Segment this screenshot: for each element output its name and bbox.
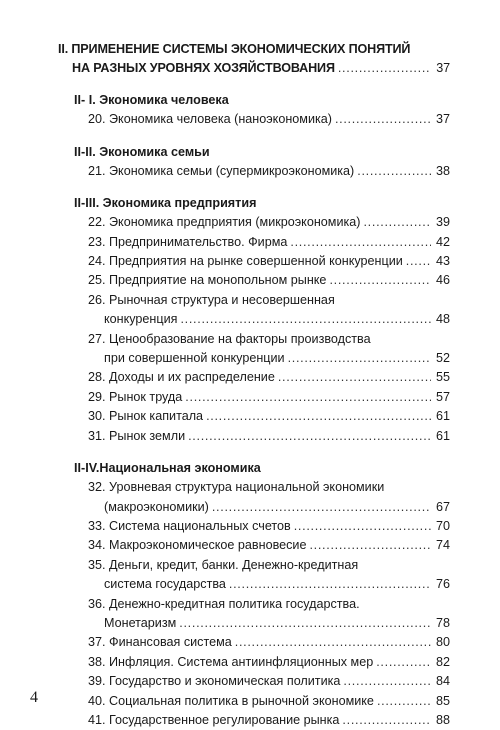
part-title-line2-row: [58, 59, 450, 78]
part-title: [58, 40, 450, 78]
entry-page-number: 85: [435, 693, 450, 708]
entry-page-number: 57: [435, 389, 450, 404]
toc-entry[interactable]: [58, 213, 450, 232]
entry-row: [88, 692, 450, 711]
entry-page-number: 76: [435, 577, 450, 592]
dot-leader: [288, 349, 431, 368]
entry-row: [88, 252, 450, 271]
entry-row: [88, 388, 450, 407]
entry-page-number: 46: [435, 273, 450, 288]
entry-title: 29. Рынок труда: [88, 389, 183, 404]
entry-page-number: 38: [435, 163, 450, 178]
entry-title: 40. Социальная политика в рыночной экономике: [88, 693, 374, 708]
entry-title: 24. Предприятия на рынке совершенной конкуренции: [88, 254, 403, 269]
part-title-line1: II. ПРИМЕНЕНИЕ СИСТЕМЫ ЭКОНОМИЧЕСКИХ ПОНЯТИЙ: [58, 42, 411, 56]
dot-leader: [212, 498, 431, 517]
dot-leader: [180, 310, 431, 329]
dot-leader: [376, 653, 431, 672]
entry-row: [88, 110, 450, 129]
entry-page-number: 61: [435, 428, 450, 443]
entry-row: [88, 368, 450, 387]
sections-list: [58, 90, 450, 730]
page-number: 4: [30, 689, 38, 706]
entry-title: 39. Государство и экономическая политика: [88, 674, 341, 689]
entry-title: 23. Предпринимательство. Фирма: [88, 234, 288, 249]
dot-leader: [335, 110, 431, 129]
dot-leader: [188, 427, 431, 446]
entry-page-number: 70: [435, 518, 450, 533]
toc-section: [58, 458, 450, 730]
dot-leader: [229, 575, 431, 594]
entry-row: [88, 233, 450, 252]
entry-title: 30. Рынок капитала: [88, 409, 204, 424]
entry-title-line1: 36. Денежно-кредитная политика государства.: [88, 596, 360, 611]
entry-title: 22. Экономика предприятия (микроэкономика): [88, 215, 361, 230]
entry-title: 38. Инфляция. Система антиинфляционных мер: [88, 654, 374, 669]
entry-page-number: 43: [435, 254, 450, 269]
toc-entry[interactable]: [58, 291, 450, 330]
entry-row: [88, 614, 450, 633]
toc-section: [58, 142, 450, 181]
dot-leader: [185, 388, 431, 407]
toc-entry[interactable]: [58, 271, 450, 290]
dot-leader: [278, 368, 431, 387]
entry-title: 25. Предприятие на монопольном рынке: [88, 273, 327, 288]
entry-row: [88, 517, 450, 536]
table-of-contents: [58, 40, 450, 730]
dot-leader: [357, 162, 431, 181]
entry-title: 21. Экономика семьи (супермикроэкономика): [88, 163, 355, 178]
toc-entry[interactable]: [58, 595, 450, 634]
toc-entry[interactable]: [58, 692, 450, 711]
entry-page-number: 39: [435, 215, 450, 230]
entry-title: 41. Государственное регулирование рынка: [88, 712, 340, 727]
toc-entry[interactable]: [58, 110, 450, 129]
dot-leader: [342, 711, 431, 730]
dot-leader: [377, 692, 431, 711]
entry-title: 28. Доходы и их распределение: [88, 370, 275, 385]
entry-title: Монетаризм: [104, 615, 177, 630]
toc-entry[interactable]: [58, 672, 450, 691]
toc-section: [58, 90, 450, 129]
part-title-line2: НА РАЗНЫХ УРОВНЯХ ХОЗЯЙСТВОВАНИЯ: [72, 61, 335, 75]
entry-page-number: 55: [435, 370, 450, 385]
part-page-number: 37: [436, 61, 450, 75]
toc-entry[interactable]: [58, 252, 450, 271]
toc-entry[interactable]: [58, 233, 450, 252]
entry-page-number: 48: [435, 312, 450, 327]
dot-leader: [363, 213, 431, 232]
entry-row: [88, 162, 450, 181]
toc-entry[interactable]: [58, 517, 450, 536]
entry-row: [88, 672, 450, 691]
entry-title: 31. Рынок земли: [88, 428, 186, 443]
entry-page-number: 88: [435, 712, 450, 727]
entry-page-number: 42: [435, 234, 450, 249]
dot-leader: [290, 233, 431, 252]
entry-row: [88, 310, 450, 329]
toc-entry[interactable]: [58, 330, 450, 369]
toc-entry[interactable]: [58, 407, 450, 426]
section-heading: II-IV.Национальная экономика: [74, 461, 261, 476]
entry-title-line1: 27. Ценообразование на факторы производства: [88, 331, 371, 346]
entry-title-line1: 32. Уровневая структура национальной экономики: [88, 480, 385, 495]
entry-title-line1: 26. Рыночная структура и несовершенная: [88, 292, 335, 307]
dot-leader: [343, 672, 431, 691]
dot-leader: [179, 614, 431, 633]
toc-entry[interactable]: [58, 478, 450, 517]
entry-row: [88, 407, 450, 426]
entry-title: 20. Экономика человека (наноэкономика): [88, 112, 332, 127]
toc-entry[interactable]: [58, 536, 450, 555]
section-heading: II-III. Экономика предприятия: [74, 196, 257, 211]
dot-leader: [338, 59, 431, 78]
entry-row: [88, 427, 450, 446]
entry-row: [88, 498, 450, 517]
entry-page-number: 80: [435, 635, 450, 650]
toc-entry[interactable]: [58, 653, 450, 672]
entry-title: конкуренция: [104, 312, 178, 327]
toc-entry[interactable]: [58, 711, 450, 730]
dot-leader: [294, 517, 431, 536]
entry-page-number: 84: [435, 674, 450, 689]
toc-entry[interactable]: [58, 368, 450, 387]
entry-title: 33. Система национальных счетов: [88, 518, 291, 533]
entry-page-number: 74: [435, 538, 450, 553]
entry-row: [88, 213, 450, 232]
dot-leader: [406, 252, 431, 271]
entry-row: [88, 653, 450, 672]
entry-title: система государства: [104, 577, 226, 592]
entry-page-number: 52: [435, 351, 450, 366]
dot-leader: [235, 633, 431, 652]
entry-title-line1: 35. Деньги, кредит, банки. Денежно-кредитная: [88, 557, 359, 572]
entry-page-number: 78: [435, 615, 450, 630]
toc-entry[interactable]: [58, 633, 450, 652]
dot-leader: [329, 271, 431, 290]
entry-title: (макроэкономики): [104, 499, 209, 514]
entry-row: [88, 536, 450, 555]
section-heading: II-II. Экономика семьи: [74, 144, 210, 159]
dot-leader: [309, 536, 431, 555]
entry-row: [88, 711, 450, 730]
entry-row: [88, 349, 450, 368]
section-heading: II- I. Экономика человека: [74, 93, 229, 108]
entry-page-number: 67: [435, 499, 450, 514]
entry-title: при совершенной конкуренции: [104, 351, 285, 366]
toc-entry[interactable]: [58, 162, 450, 181]
entry-title: 37. Финансовая система: [88, 635, 232, 650]
entry-row: [88, 271, 450, 290]
entry-row: [88, 575, 450, 594]
entry-page-number: 61: [435, 409, 450, 424]
toc-entry[interactable]: [58, 388, 450, 407]
toc-entry[interactable]: [58, 556, 450, 595]
entry-title: 34. Макроэкономическое равновесие: [88, 538, 307, 553]
entry-page-number: 82: [435, 654, 450, 669]
toc-entry[interactable]: [58, 427, 450, 446]
dot-leader: [206, 407, 431, 426]
entry-row: [88, 633, 450, 652]
toc-section: [58, 193, 450, 446]
entry-page-number: 37: [435, 112, 450, 127]
